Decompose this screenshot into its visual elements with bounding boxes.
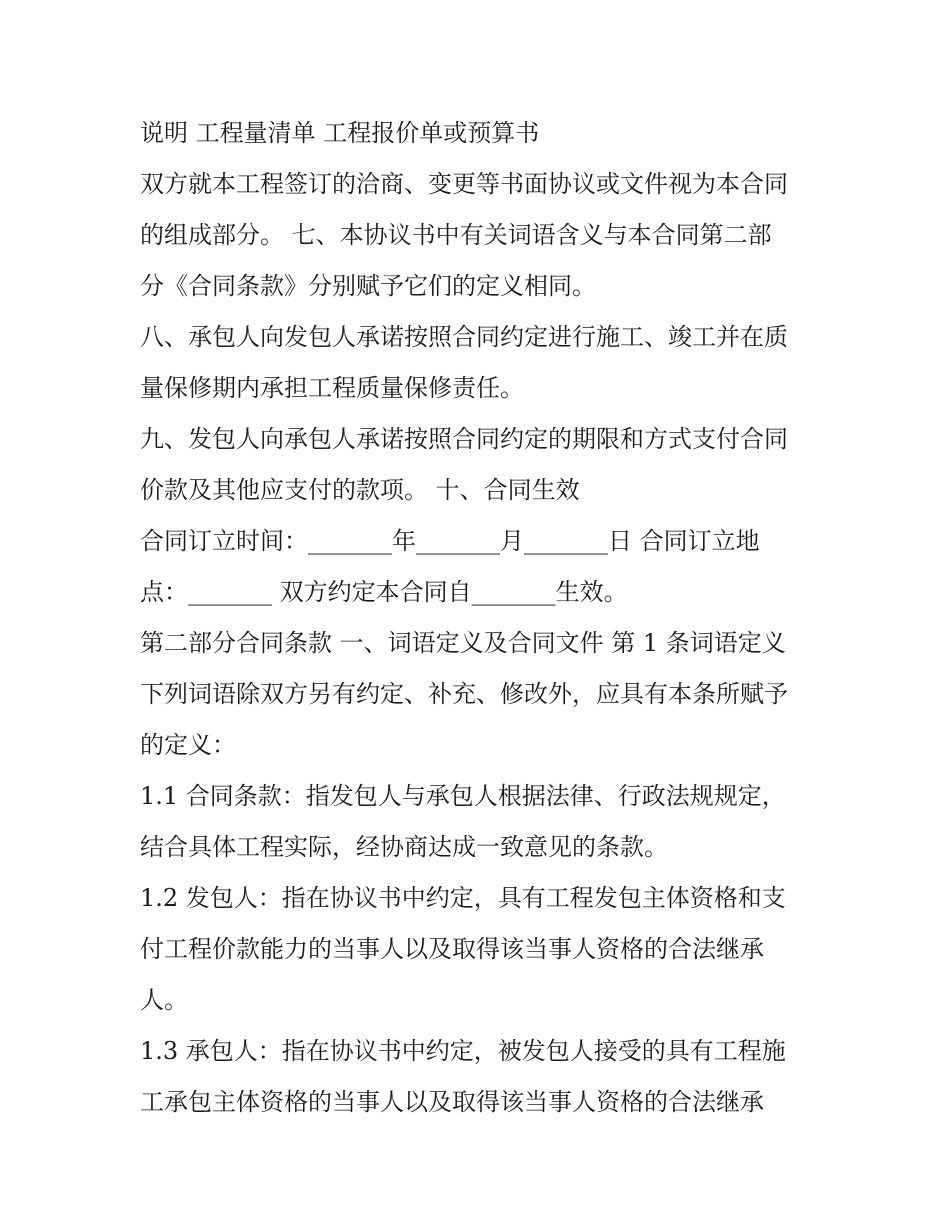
text-line: 的组成部分。 七、本协议书中有关词语含义与本合同第二部 [140,221,772,249]
text-line: 工承包主体资格的当事人以及取得该当事人资格的合法继承 [140,1088,764,1116]
text-line: 双方就本工程签订的洽商、变更等书面协议或文件视为本合同 [140,170,788,198]
text-line: 八、承包人向发包人承诺按照合同约定进行施工、竣工并在质 [140,323,788,351]
text-line: 合同订立时间：_______年_______月_______日 合同订立地 [140,527,760,555]
text-line: 1.1 合同条款：指发包人与承包人根据法律、行政法规规定， [140,782,786,810]
text-line: 1.2 发包人：指在协议书中约定，具有工程发包主体资格和支 [140,884,786,912]
text-line: 量保修期内承担工程质量保修责任。 [140,374,524,402]
text-line: 下列词语除双方另有约定、补充、修改外，应具有本条所赋予 [140,680,788,708]
text-line: 分《合同条款》分别赋予它们的定义相同。 [140,272,596,300]
text-line: 九、发包人向承包人承诺按照合同约定的期限和方式支付合同 [140,425,788,453]
text-line: 点：_______ 双方约定本合同自_______生效。 [140,578,628,606]
text-line: 说明 工程量清单 工程报价单或预算书 [140,119,540,147]
text-line: 的定义： [140,731,236,759]
text-line: 结合具体工程实际，经协商达成一致意见的条款。 [140,833,668,861]
text-line: 付工程价款能力的当事人以及取得该当事人资格的合法继承 [140,935,764,963]
text-line: 价款及其他应支付的款项。 十、合同生效 [140,476,580,504]
contract-text-body [140,108,830,1128]
text-line: 1.3 承包人：指在协议书中约定，被发包人接受的具有工程施 [140,1037,786,1065]
text-line: 人。 [140,986,188,1014]
text-line: 第二部分合同条款 一、词语定义及合同文件 第 1 条词语定义 [140,629,786,657]
